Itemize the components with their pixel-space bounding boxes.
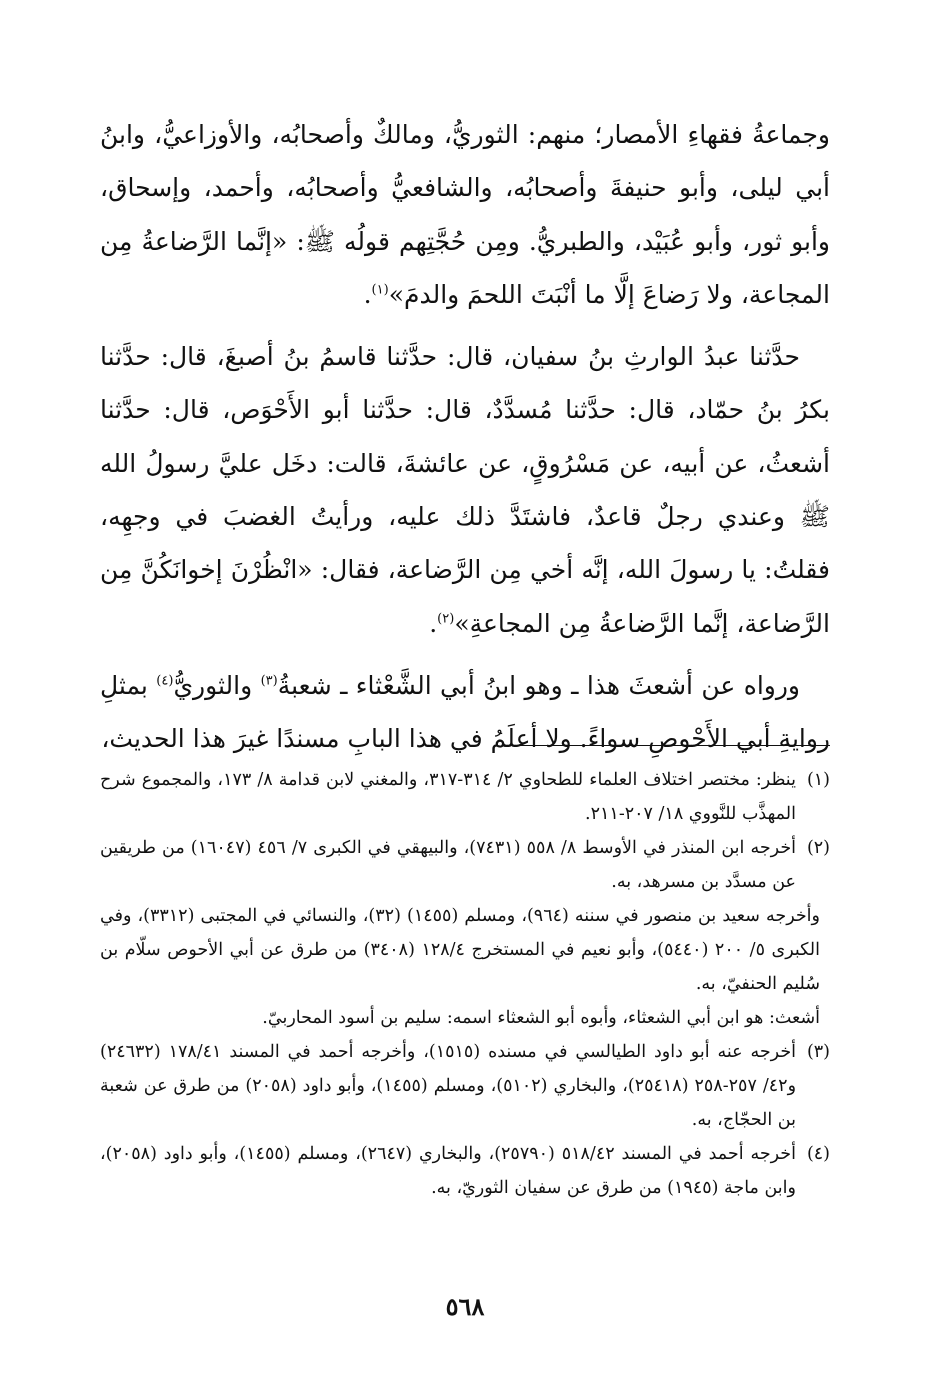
footnote-2-text: أخرجه ابن المنذر في الأوسط ٨/ ٥٥٨ (٧٤٣١)، والبيهقي في الكبرى ٧/ ٤٥٦ (١٦٠٤٧) من طريقين عن مسدَّد بن مسرهد، به. [100,838,797,892]
footnote-ref-3[interactable]: (٣) [260,673,278,689]
paragraph-3-text-a: ورواه عن أشعثَ هذا ـ وهو ابنُ أبي الشَّعْثاء ـ شعبةُ [277,670,800,700]
book-page [100,108,830,1348]
footnote-1-number: (١) [806,770,830,790]
footnote-2-note [100,1001,830,1035]
paragraph-2 [100,330,830,650]
footnote-2-note-text: أشعث: هو ابن أبي الشعثاء، وأبوه أبو الشعثاء اسمه: سليم بن أسود المحاربيّ. [262,1008,820,1028]
paragraph-3-text-b: والثوريُّ [173,670,261,700]
footnote-4-number: (٤) [806,1144,830,1164]
footnotes [100,763,830,1205]
paragraph-2-text: حدَّثنا عبدُ الوارثِ بنُ سفيان، قال: حدَّثنا قاسمُ بنُ أصبغَ، قال: حدَّثنا بكرُ بنُ حمّاد، قال: حدَّثنا مُسدَّدٌ، قال: حدَّثنا أبو الأَحْوَص، قال: حدَّثنا أشعثُ، عن أبيه، عن مَسْرُوقٍ، عن عائشةَ، قالت: دخَل عليَّ رسولُ الله ﷺ وعندي رجلٌ قاعدٌ، فاشتَدَّ ذلك عليه، ورأيتُ الغضبَ في وجهِه، فقلتُ: يا رسولَ الله، إنَّه أخي مِن الرَّضاعة، فقال: «انْظُرْنَ إخوانَكُنَّ مِن الرَّضاعة، إنَّما الرَّضاعةُ مِن المجاعةِ» [100,342,830,638]
footnote-2-continuation [100,899,830,1001]
footnote-4-text: أخرجه أحمد في المسند ٥١٨/٤٢ (٢٥٧٩٠)، والبخاري (٢٦٤٧)، ومسلم (١٤٥٥)، وأبو داود (٢٠٥٨)، وابن ماجة (١٩٤٥) من طرق عن سفيان الثوريّ، به. [100,1144,796,1198]
footnote-3-number: (٣) [806,1042,830,1062]
paragraph-3 [100,659,830,766]
footnote-1-text: ينظر: مختصر اختلاف العلماء للطحاوي ٢/ ٣١٤-٣١٧، والمغني لابن قدامة ٨/ ١٧٣، والمجموع شرح المهذَّب للنَّووي ١٨/ ٢٠٧-٢١١. [100,770,796,824]
footnote-2-continuation-text: وأخرجه سعيد بن منصور في سننه (٩٦٤)، ومسلم (١٤٥٥) (٣٢)، والنسائي في المجتبى (٣٣١٢)، وفي الكبرى ٥/ ٢٠٠ (٥٤٤٠)، وأبو نعيم في المستخرج ١٢٨/٤ (٣٤٠٨) من طرق عن أبي الأحوص سلّام بن سُليم الحنفيّ، به. [100,906,820,994]
paragraph-1-end: . [363,279,372,309]
footnote-ref-1[interactable]: (١) [371,282,389,298]
footnote-2-number: (٢) [806,838,830,858]
footnote-3-text: أخرجه عنه أبو داود الطيالسي في مسنده (١٥١٥)، وأخرجه أحمد في المسند ١٧٨/٤١ (٢٤٦٣٢) و٤٢/ ٢٥٧-٢٥٨ (٢٥٤١٨)، والبخاري (٥١٠٢)، ومسلم (١٤٥٥)، وأبو داود (٢٠٥٨) من طرق عن شعبة بن الحجّاج، به. [100,1042,797,1130]
paragraph-1-text: وجماعةُ فقهاءِ الأمصار؛ منهم: الثوريُّ، ومالكٌ وأصحابُه، والأوزاعيُّ، وابنُ أبي ليلى، وأبو حنيفةَ وأصحابُه، والشافعيُّ وأصحابُه، وأحمد، وإسحاق، وأبو ثور، وأبو عُبَيْد، والطبريُّ. ومِن حُجَّتِهم قولُه ﷺ: «إنَّما الرَّضاعةُ مِن المجاعة، ولا رَضاعَ إلَّا ما أنْبَتَ اللحمَ والدمَ» [100,120,830,309]
paragraph-2-end: . [429,608,438,638]
footnote-divider [520,745,830,746]
footnote-1 [100,763,830,831]
footnote-3 [100,1035,830,1137]
footnote-ref-4[interactable]: (٤) [156,673,174,689]
footnote-4 [100,1137,830,1205]
footnote-ref-2[interactable]: (٢) [437,611,455,627]
paragraph-3-text-c: بمثلِ روايةِ أبي الأَحْوصِ سواءً. ولا أعلَمُ في هذا البابِ مسندًا غيرَ هذا الحديث، [100,670,830,754]
page-number: ٥٦٨ [445,1292,485,1321]
footnote-2 [100,831,830,899]
main-text [100,108,830,766]
paragraph-1 [100,108,830,321]
